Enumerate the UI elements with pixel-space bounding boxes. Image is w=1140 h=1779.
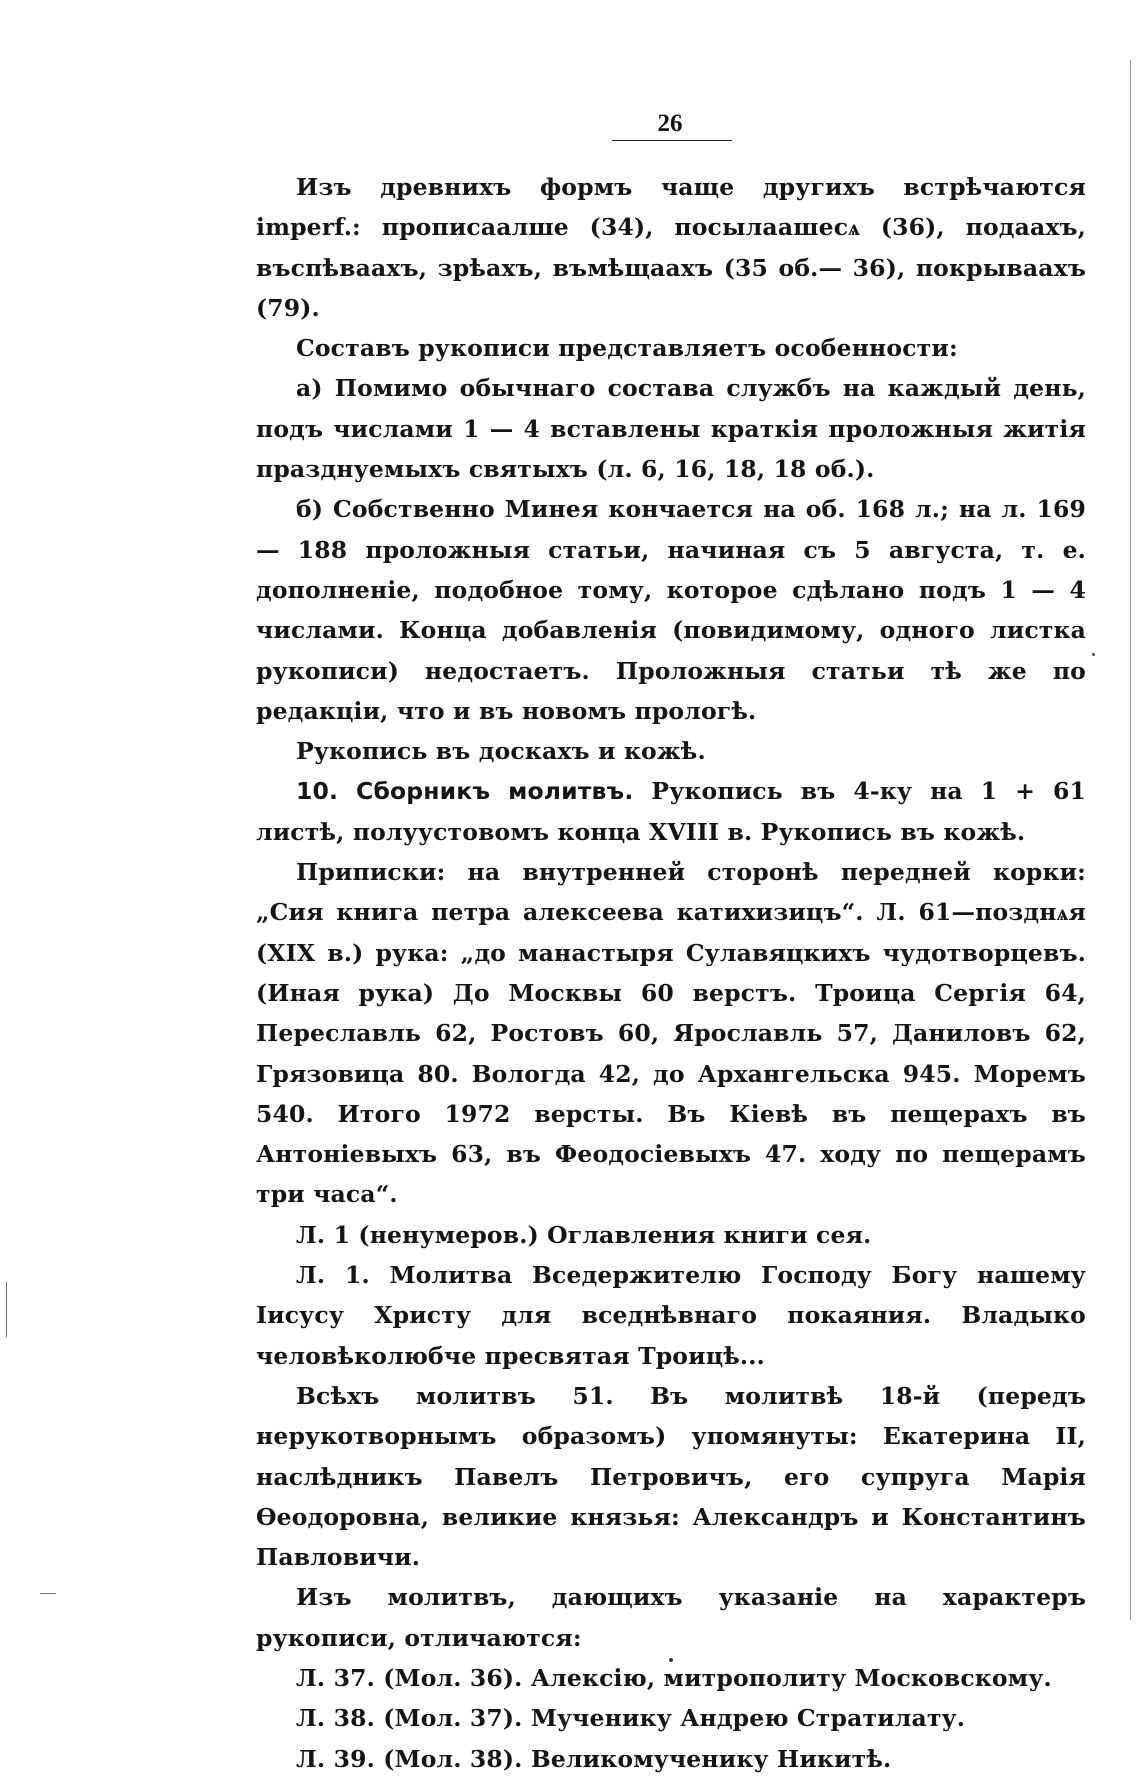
scan-speck [669, 1658, 673, 1662]
paragraph-leaf-1-contents [256, 1215, 1086, 1255]
paragraph-text: Л. 38. (Мол. 37). Мученику Андрею Стратилату. [296, 1704, 966, 1733]
paragraph-composition [256, 328, 1086, 368]
paragraph-archaic-forms [256, 167, 1086, 328]
section-title: Сборникъ молитвъ. [356, 777, 634, 806]
paragraph-binding [256, 731, 1086, 771]
paragraph-text: Л. 39. (Мол. 38). Великомученику Никитѣ. [296, 1744, 892, 1773]
paragraph-text: Составъ рукописи представляетъ особенности: [296, 334, 958, 363]
page-number-rule [612, 140, 732, 141]
paragraph-text: Изъ древнихъ формъ чаще другихъ встрѣчаются imperf.: прописаалше (34), посылаашесѧ (36), подаахъ, въспѣваахъ, зрѣахъ, въмѣщаахъ (35 об.— 36), покрываахъ (79). [256, 173, 1086, 322]
section-number: 10. [296, 777, 339, 806]
paragraph-text: Рукопись въ 4-ку на 1 + 61 листѣ, полуустовомъ конца XVIII в. Рукопись въ кожѣ. [256, 777, 1086, 846]
paragraph-leaf-38 [256, 1698, 1086, 1738]
body-text [256, 167, 1086, 1779]
scan-speck [1092, 653, 1095, 656]
paragraph-text: а) Помимо обычнаго состава службъ на каждый день, подъ числами 1 — 4 вставлены краткія проложныя житія празднуемыхъ святыхъ (л. 6, 16, 18, 18 об.). [256, 374, 1086, 484]
section-10-heading-paragraph [256, 771, 1086, 852]
paragraph-leaf-37 [256, 1658, 1086, 1698]
paragraph-text: Изъ молитвъ, дающихъ указаніе на характеръ рукописи, отличаются: [256, 1583, 1086, 1652]
paragraph-notable-prayers [256, 1577, 1086, 1658]
scan-margin-mark [6, 1282, 7, 1337]
paragraph-text: Всѣхъ молитвъ 51. Въ молитвѣ 18-й (передъ нерукотворнымъ образомъ) упомянуты: Екатерина II, наслѣдникъ Павелъ Петровичъ, его супруга Марія Ѳеодоровна, великие князья: Александръ и Константинъ Павловичи. [256, 1381, 1086, 1572]
scan-edge-line [1130, 60, 1131, 1620]
paragraph-prayer-count [256, 1376, 1086, 1577]
paragraph-leaf-1-prayer [256, 1255, 1086, 1376]
paragraph-text: Рукопись въ доскахъ и кожѣ. [296, 737, 706, 766]
paragraph-point-a [256, 368, 1086, 489]
paragraph-text: Л. 1. Молитва Вседержителю Господу Богу нашему Іисусу Христу для вседнѣвнаго покаяния. Владыко человѣколюбче пресвятая Троицѣ... [256, 1261, 1086, 1370]
scan-margin-dash [40, 1593, 56, 1594]
paragraph-text: Приписки: на внутренней сторонѣ передней корки: „Сия книга петра алексеева катихизицъ“. Л. 61—позднѧя (XIX в.) рука: „до манастыря Сулавяцкихъ чудотворцевъ. (Иная рука) До Москвы 60 верстъ. Троица Сергія 64, Переславль 62, Ростовъ 60, Ярославль 57, Даниловъ 62, Грязовица 80. Вологда 42, до Архангельска 945. Моремъ 540. Итого 1972 версты. Въ Кіевѣ въ пещерахъ въ Антоніевыхъ 63, въ Феодосіевыхъ 47. ходу по пещерамъ три часа“. [256, 858, 1086, 1209]
paragraph-text: Л. 1 (ненумеров.) Оглавления книги сея. [296, 1220, 872, 1249]
page-number: 26 [657, 110, 683, 137]
paragraph-text: б) Собственно Минея кончается на об. 168 л.; на л. 169 — 188 проложныя статьи, начиная съ 5 августа, т. е. дополненіе, подобное тому, которое сдѣлано подъ 1 — 4 числами. Конца добавленія (повидимому, одного листка рукописи) недостаетъ. Проложныя статьи тѣ же по редакціи, что и въ новомъ прологѣ. [256, 495, 1086, 725]
paragraph-text: Л. 37. (Мол. 36). Алексію, митрополиту Московскому. [296, 1663, 1052, 1692]
paragraph-leaf-39 [256, 1739, 1086, 1779]
paragraph-inscriptions [256, 852, 1086, 1215]
paragraph-point-b [256, 489, 1086, 731]
